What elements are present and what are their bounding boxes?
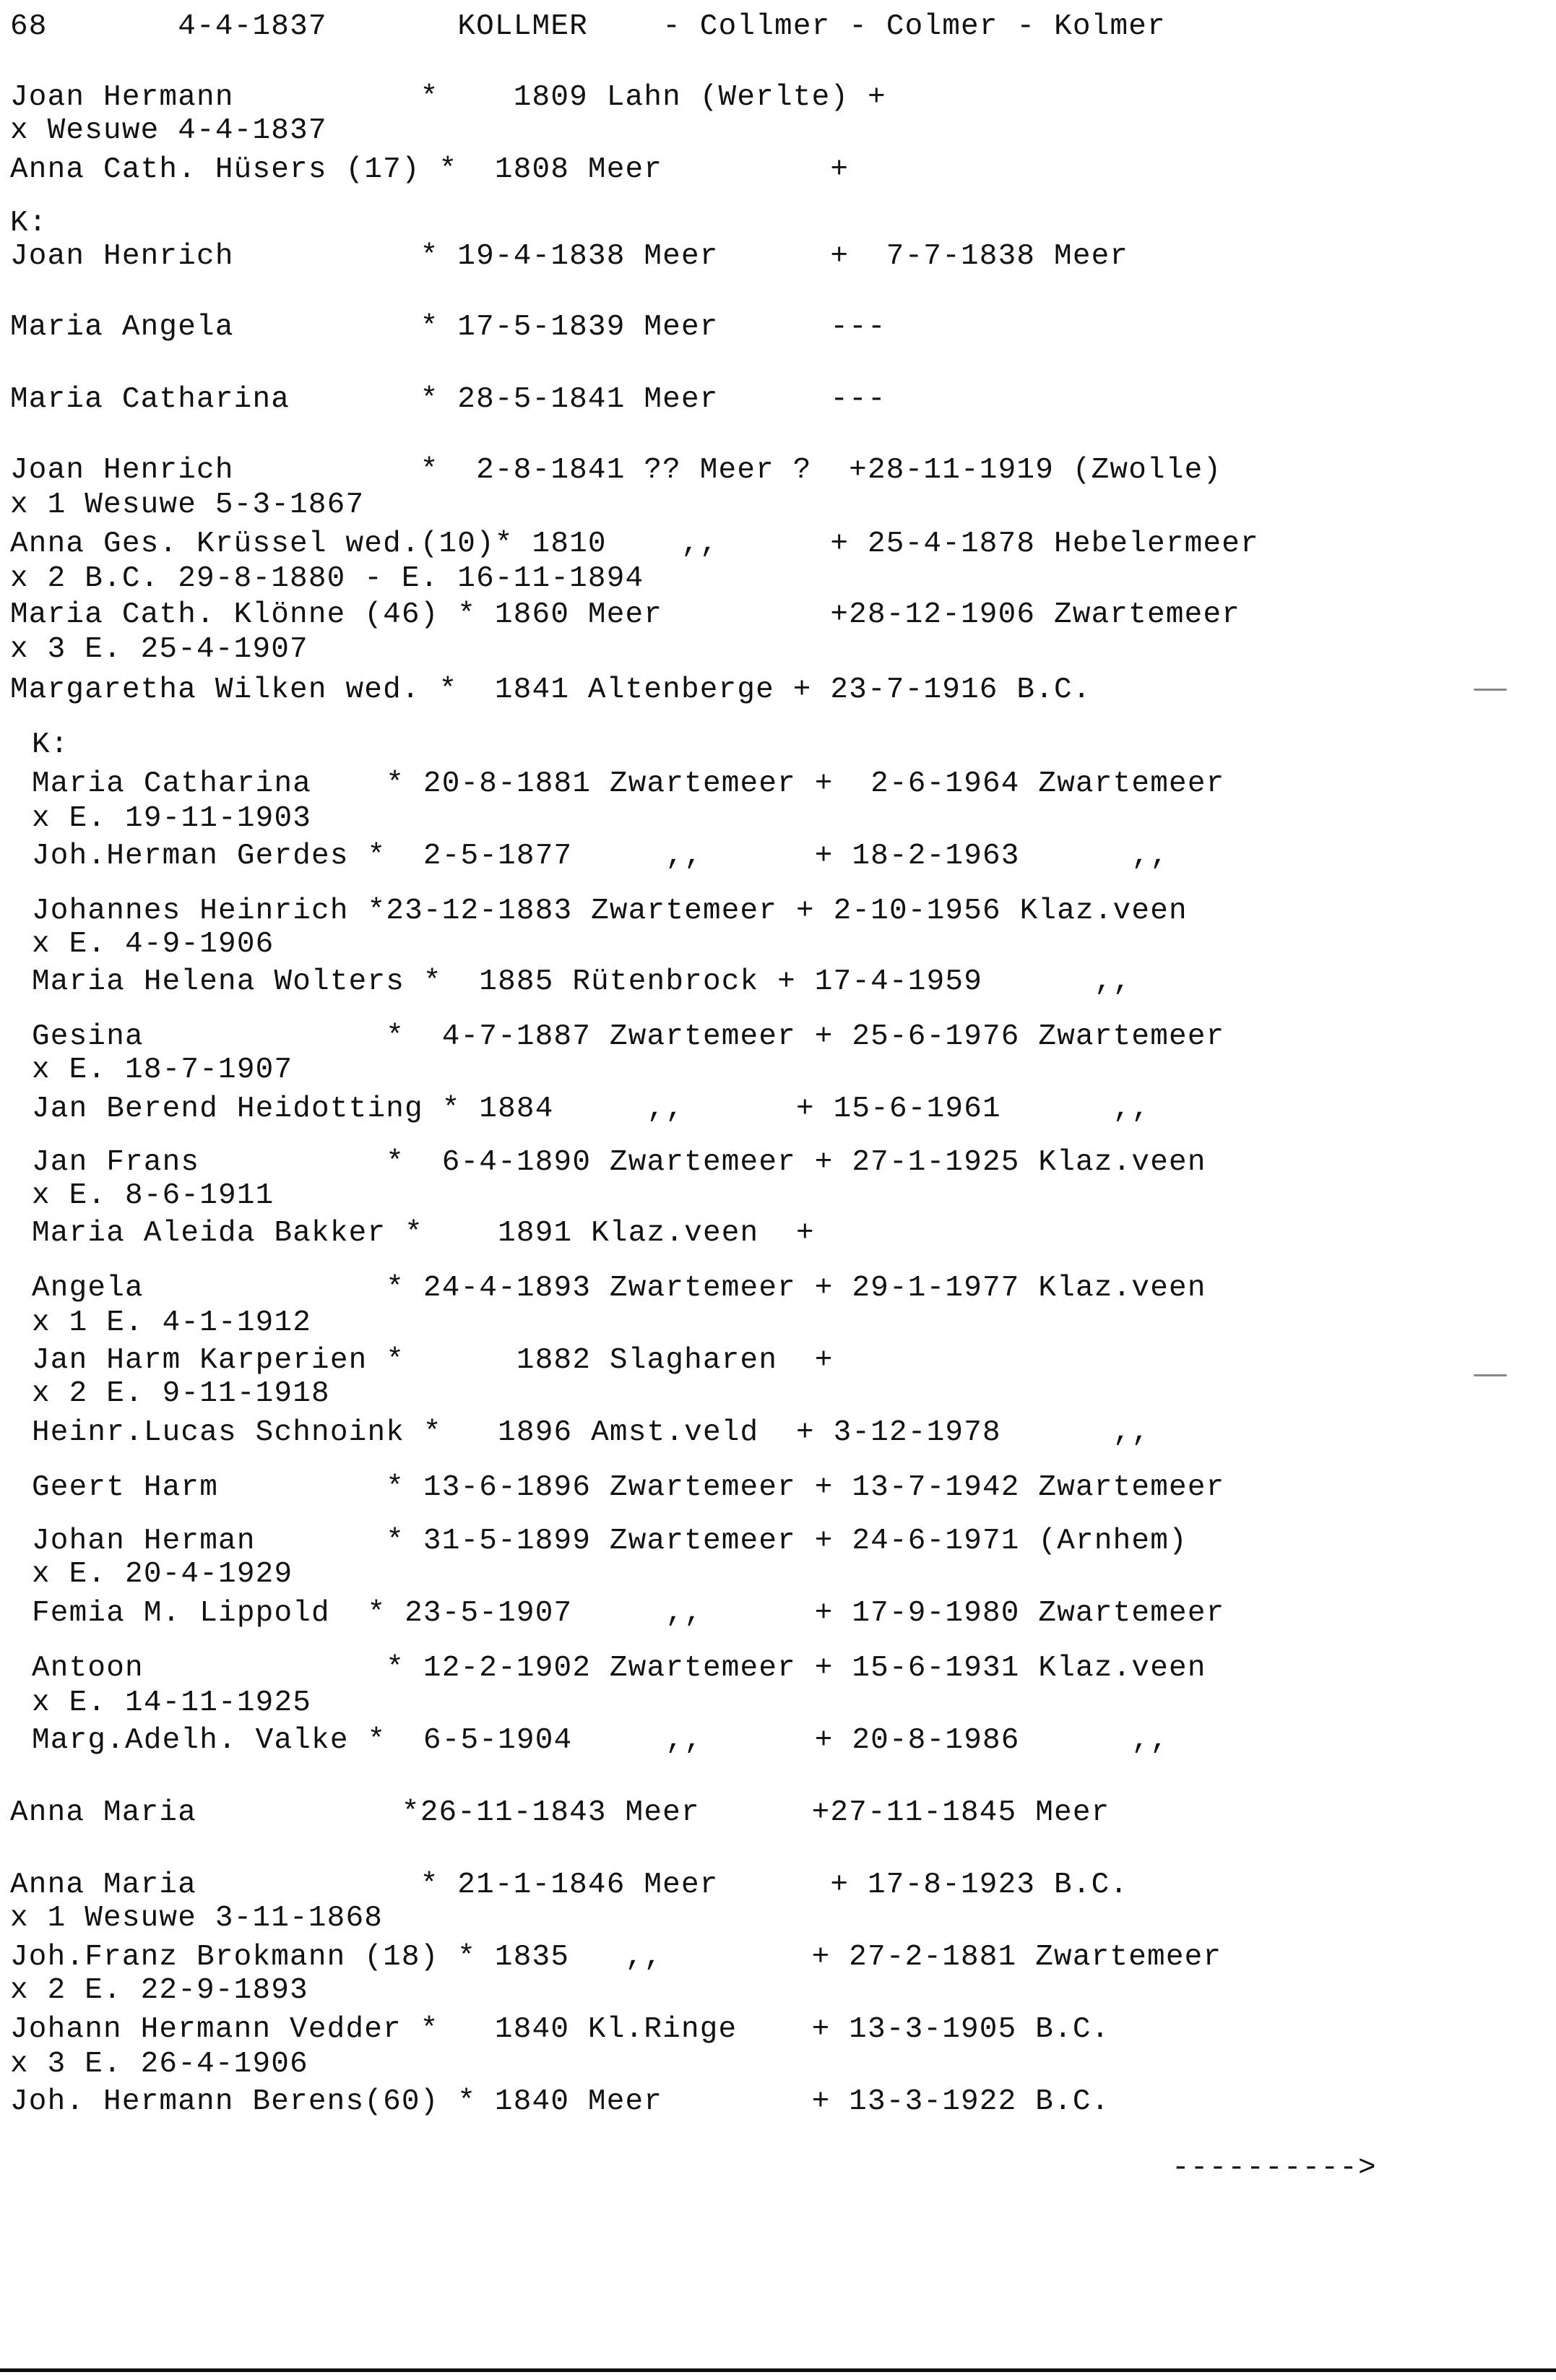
entry-line: Maria Catharina * 28-5-1841 Meer --- [10,383,886,416]
entry-line: x E. 4-9-1906 [32,928,275,961]
entry-line: Anna Cath. Hüsers (17) * 1808 Meer + [10,153,850,186]
entry-line: Jan Frans * 6-4-1890 Zwartemeer + 27-1-1925 Klaz.veen [32,1146,1206,1179]
entry-line: Maria Catharina * 20-8-1881 Zwartemeer + 2-6-1964 Zwartemeer [32,767,1225,801]
entry-line: Johannes Heinrich *23-12-1883 Zwartemeer + 2-10-1956 Klaz.veen [32,894,1188,928]
entry-line: Geert Harm * 13-6-1896 Zwartemeer + 13-7-1942 Zwartemeer [32,1471,1225,1504]
entry-line: Femia M. Lippold * 23-5-1907 ,, + 17-9-1980 Zwartemeer [32,1597,1225,1630]
entry-line: x 2 B.C. 29-8-1880 - E. 16-11-1894 [10,562,644,595]
entry-line: Joh.Franz Brokmann (18) * 1835 ,, + 27-2-1881 Zwartemeer [10,1941,1222,1974]
entry-line: Maria Cath. Klönne (46) * 1860 Meer +28-12-1906 Zwartemeer [10,598,1241,631]
entry-line: x E. 18-7-1907 [32,1053,293,1087]
continue-arrow: ----------> [1172,2152,1377,2185]
entry-line: Johan Herman * 31-5-1899 Zwartemeer + 24-6-1971 (Arnhem) [32,1525,1188,1558]
entry-line: Joh.Herman Gerdes * 2-5-1877 ,, + 18-2-1963 ,, [32,840,1170,873]
entry-line: Gesina * 4-7-1887 Zwartemeer + 25-6-1976 Zwartemeer [32,1020,1225,1053]
entry-line: K: [32,728,69,762]
entry-line: x E. 8-6-1911 [32,1179,275,1212]
entry-line: Jan Berend Heidotting * 1884 ,, + 15-6-1961 ,, [32,1092,1151,1126]
entry-line: x 3 E. 25-4-1907 [10,633,308,666]
page-header [10,10,1166,43]
header-variants: - Collmer - Colmer - Kolmer [662,10,1166,43]
entry-line: Antoon * 12-2-1902 Zwartemeer + 15-6-1931 Klaz.veen [32,1652,1206,1685]
entry-line: K: [10,207,48,240]
entry-line: Joan Henrich * 2-8-1841 ?? Meer ? +28-11-1919 (Zwolle) [10,454,1222,487]
entry-line: x 3 E. 26-4-1906 [10,2048,308,2081]
entry-line: Joan Hermann * 1809 Lahn (Werlte) + [10,81,886,114]
header-date: 4-4-1837 [178,10,327,43]
entry-line: Anna Ges. Krüssel wed.(10)* 1810 ,, + 25-4-1878 Hebelermeer [10,527,1259,561]
header-surname: KOLLMER [457,10,588,43]
entry-line: x 1 Wesuwe 5-3-1867 [10,488,365,522]
entry-line: Anna Maria *26-11-1843 Meer +27-11-1845 Meer [10,1796,1110,1829]
entry-line: Angela * 24-4-1893 Zwartemeer + 29-1-1977 Klaz.veen [32,1272,1206,1305]
entry-line: Maria Helena Wolters * 1885 Rütenbrock + 17-4-1959 ,, [32,965,1132,999]
entry-line: Margaretha Wilken wed. * 1841 Altenberge + 23-7-1916 B.C. [10,673,1092,707]
entry-line: Johann Hermann Vedder * 1840 Kl.Ringe + 13-3-1905 B.C. [10,2013,1110,2046]
entry-line: x E. 19-11-1903 [32,802,312,835]
entry-line: Anna Maria * 21-1-1846 Meer + 17-8-1923 B.C. [10,1868,1129,1902]
entry-line: x Wesuwe 4-4-1837 [10,114,327,147]
margin-mark [1474,1374,1507,1376]
entry-line: Jan Harm Karperien * 1882 Slagharen + [32,1344,834,1377]
entry-line: Maria Aleida Bakker * 1891 Klaz.veen + [32,1217,815,1250]
bottom-rule [0,2368,1556,2372]
entry-line: x 1 Wesuwe 3-11-1868 [10,1902,384,1935]
page-number: 68 [10,10,48,43]
margin-mark [1474,689,1507,691]
entry-line: Joan Henrich * 19-4-1838 Meer + 7-7-1838 Meer [10,240,1129,273]
entry-line: x 2 E. 22-9-1893 [10,1974,308,2007]
entry-line: Maria Angela * 17-5-1839 Meer --- [10,311,886,344]
entry-line: x 1 E. 4-1-1912 [32,1306,312,1340]
entry-line: x E. 20-4-1929 [32,1558,293,1591]
entry-line: Heinr.Lucas Schnoink * 1896 Amst.veld + 3-12-1978 ,, [32,1416,1151,1449]
entry-line: x 2 E. 9-11-1918 [32,1377,330,1410]
entry-line: Marg.Adelh. Valke * 6-5-1904 ,, + 20-8-1986 ,, [32,1724,1170,1757]
entry-line: x E. 14-11-1925 [32,1686,312,1720]
entry-line: Joh. Hermann Berens(60) * 1840 Meer + 13-3-1922 B.C. [10,2085,1110,2118]
